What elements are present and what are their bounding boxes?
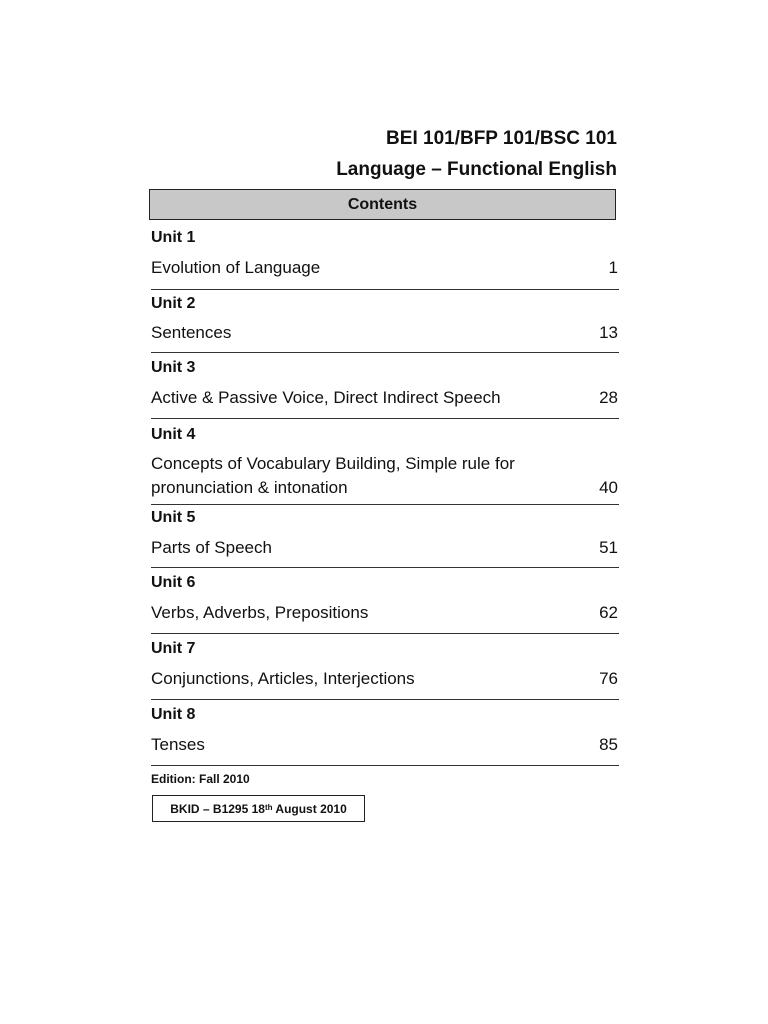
- course-codes: BEI 101/BFP 101/BSC 101: [386, 128, 617, 149]
- unit-entry-4: [151, 419, 619, 505]
- unit-label: Unit 8: [151, 706, 196, 723]
- bkid-suffix: August 2010: [272, 801, 347, 816]
- unit-title: Active & Passive Voice, Direct Indirect Speech: [151, 388, 501, 407]
- unit-page-number: 28: [599, 388, 618, 407]
- unit-label: Unit 3: [151, 359, 196, 376]
- unit-page-number: 13: [599, 323, 618, 342]
- unit-title: Sentences: [151, 323, 232, 342]
- bkid-superscript: th: [264, 803, 273, 812]
- unit-title: Concepts of Vocabulary Building, Simple rule for pronunciation & intonation: [151, 454, 515, 497]
- edition-label: Edition: Fall 2010: [151, 772, 250, 786]
- unit-label: Unit 4: [151, 426, 196, 443]
- unit-entry-2: [151, 290, 619, 353]
- unit-entry-6: [151, 568, 619, 634]
- unit-entry-3: [151, 353, 619, 419]
- unit-title: Parts of Speech: [151, 538, 272, 557]
- unit-label: Unit 2: [151, 295, 196, 312]
- unit-label: Unit 7: [151, 640, 196, 657]
- unit-page-number: 51: [599, 538, 618, 557]
- unit-label: Unit 1: [151, 229, 196, 246]
- unit-page-number: 76: [599, 669, 618, 688]
- unit-title: Conjunctions, Articles, Interjections: [151, 669, 415, 688]
- unit-page-number: 62: [599, 603, 618, 622]
- course-title: Language – Functional English: [336, 159, 617, 180]
- unit-title: Evolution of Language: [151, 258, 321, 277]
- unit-title: Verbs, Adverbs, Prepositions: [151, 603, 369, 622]
- contents-heading: Contents: [149, 189, 616, 220]
- unit-entry-8: [151, 700, 619, 766]
- bkid-box: [152, 795, 365, 822]
- unit-page-number: 85: [599, 735, 618, 754]
- bkid-prefix: BKID – B1295 18: [170, 801, 265, 816]
- unit-label: Unit 5: [151, 509, 196, 526]
- unit-entry-7: [151, 634, 619, 700]
- unit-label: Unit 6: [151, 574, 196, 591]
- unit-page-number: 40: [599, 478, 618, 497]
- unit-page-number: 1: [608, 258, 618, 277]
- unit-entry-1: [151, 226, 619, 290]
- unit-title: Tenses: [151, 735, 205, 754]
- unit-entry-5: [151, 505, 619, 568]
